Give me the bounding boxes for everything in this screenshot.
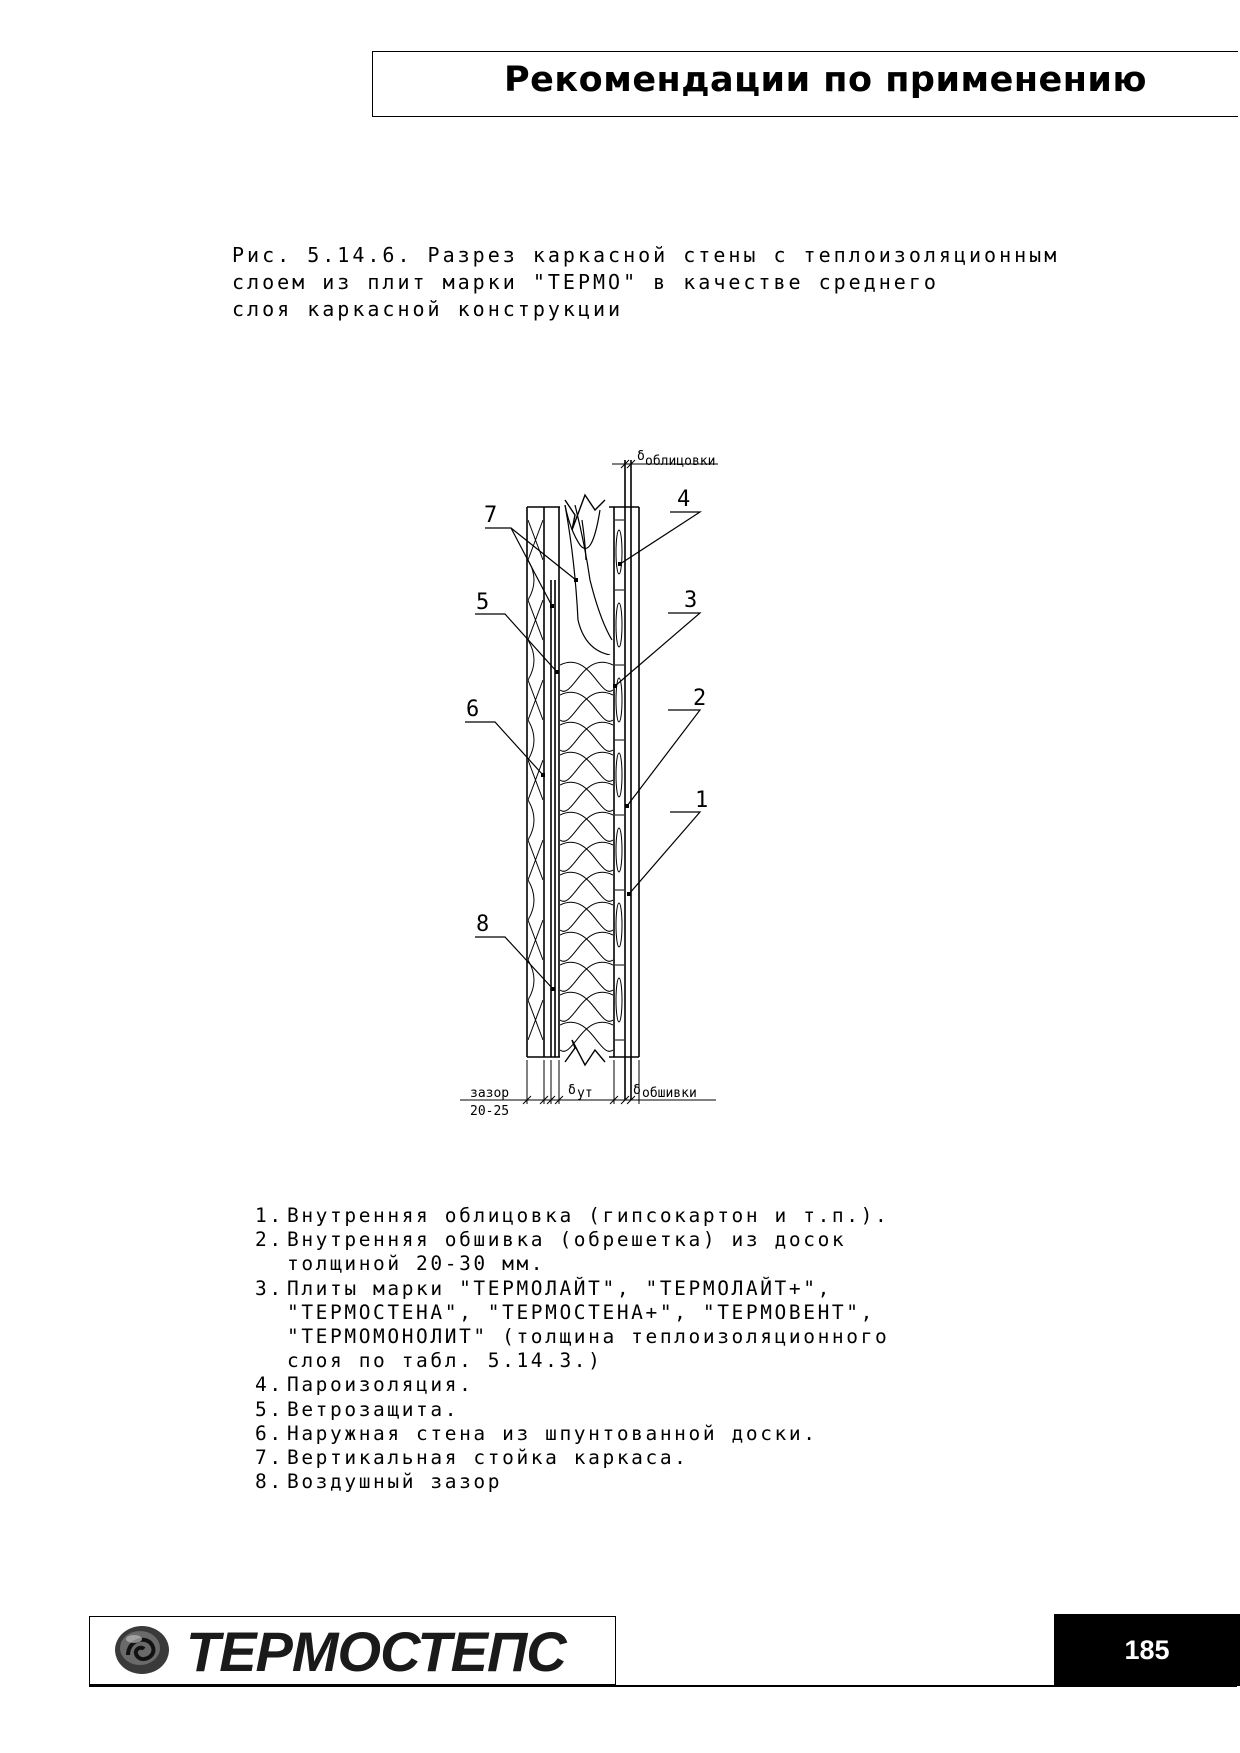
legend-item bbox=[255, 1446, 889, 1470]
legend-item bbox=[255, 1470, 889, 1494]
legend-number: 5. bbox=[255, 1397, 284, 1421]
callout-8: 8 bbox=[476, 912, 490, 937]
page-number: 185 bbox=[1054, 1614, 1240, 1686]
legend-number: 2. bbox=[255, 1228, 284, 1252]
legend-text: Наружная стена из шпунтованной доски. bbox=[287, 1421, 818, 1445]
page-title: Рекомендации по применению bbox=[504, 60, 1147, 100]
caption-line: Рис. 5.14.6. Разрез каркасной стены с теплоизоляционным bbox=[232, 243, 1060, 267]
insulation-hatch bbox=[560, 662, 613, 1051]
dim-top-label: облицовки bbox=[645, 454, 716, 469]
legend-item bbox=[255, 1228, 889, 1276]
callout-2: 2 bbox=[693, 686, 707, 711]
inner-lining-pattern bbox=[615, 520, 624, 1040]
legend-number: 1. bbox=[255, 1204, 284, 1227]
dim-ut-label: ут bbox=[577, 1086, 593, 1101]
legend-text: Пароизоляция. bbox=[287, 1373, 474, 1397]
legend-item bbox=[255, 1373, 889, 1397]
dim-gap-value: 20-25 bbox=[470, 1104, 510, 1119]
footer-logo bbox=[89, 1616, 616, 1685]
legend-item bbox=[255, 1204, 889, 1228]
callout-7: 7 bbox=[484, 503, 498, 528]
logo-emblem-icon bbox=[114, 1625, 170, 1675]
legend-text: "ТЕРМОСТЕНА", "ТЕРМОСТЕНА+", "ТЕРМОВЕНТ", bbox=[287, 1300, 875, 1324]
logo-text: ТЕРМОСТЕПС bbox=[186, 1620, 566, 1683]
legend-list bbox=[255, 1204, 889, 1494]
callout-1: 1 bbox=[695, 788, 709, 813]
legend-text: Воздушный зазор bbox=[287, 1470, 503, 1494]
legend-text: Ветрозащита. bbox=[287, 1397, 460, 1421]
outer-board-hatch bbox=[528, 520, 543, 1040]
leader-lines bbox=[465, 512, 700, 989]
legend-number: 4. bbox=[255, 1373, 284, 1397]
callout-3: 3 bbox=[684, 588, 698, 613]
dim-obsh-symbol: δ bbox=[633, 1083, 641, 1098]
legend-text: Внутренняя облицовка (гипсокартон и т.п.). bbox=[287, 1204, 890, 1227]
legend-text: слоя по табл. 5.14.3.) bbox=[287, 1349, 603, 1373]
callout-6: 6 bbox=[466, 697, 480, 722]
legend-item bbox=[255, 1422, 889, 1446]
dim-gap-label: зазор bbox=[470, 1086, 510, 1101]
legend-text: Вертикальная стойка каркаса. bbox=[287, 1446, 689, 1470]
caption-line: слоем из плит марки "ТЕРМО" в качестве среднего bbox=[232, 270, 939, 294]
caption-line: слоя каркасной конструкции bbox=[232, 297, 624, 321]
callout-4: 4 bbox=[677, 487, 691, 512]
legend-text: Внутренняя обшивка (обрешетка) из досок bbox=[287, 1228, 847, 1252]
legend-number: 6. bbox=[255, 1421, 284, 1445]
legend-text: Плиты марки "ТЕРМОЛАЙТ", "ТЕРМОЛАЙТ+", bbox=[287, 1276, 832, 1300]
legend-number: 8. bbox=[255, 1470, 284, 1494]
legend-text: толщиной 20-30 мм. bbox=[287, 1252, 546, 1276]
callout-5: 5 bbox=[476, 590, 490, 615]
legend-item bbox=[255, 1398, 889, 1422]
dim-top-symbol: δ bbox=[637, 449, 645, 464]
legend-item bbox=[255, 1277, 889, 1374]
legend-number: 7. bbox=[255, 1446, 284, 1470]
legend-number: 3. bbox=[255, 1276, 284, 1300]
dim-ut-symbol: δ bbox=[568, 1083, 576, 1098]
dim-obsh-label: обшивки bbox=[642, 1086, 697, 1101]
legend-text: "ТЕРМОМОНОЛИТ" (толщина теплоизоляционного bbox=[287, 1325, 890, 1349]
